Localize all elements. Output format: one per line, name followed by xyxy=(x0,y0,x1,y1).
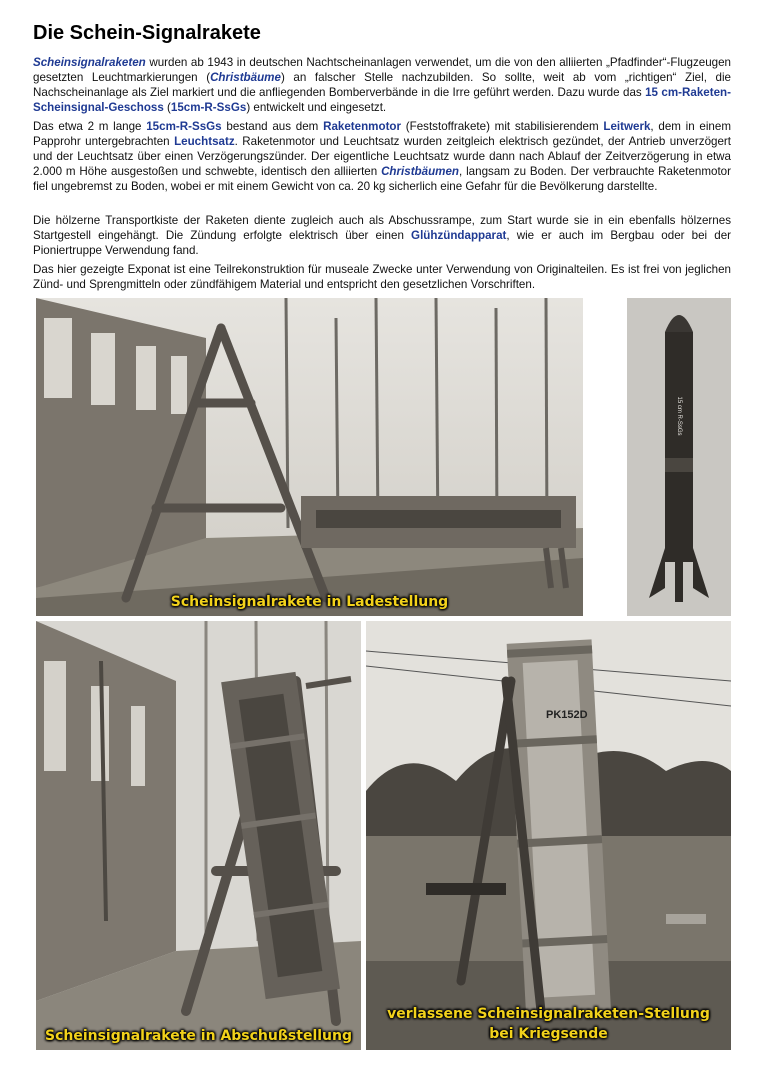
term-gluehzuendapparat: Glühzündapparat xyxy=(411,229,507,242)
rocket-marking: 15 cm R-SsGs xyxy=(676,396,682,436)
term-leitwerk: Leitwerk xyxy=(603,120,651,133)
caption-verlassen-line2: bei Kriegsende xyxy=(489,1026,608,1042)
term-ssgs: 15cm-R-SsGs xyxy=(146,120,222,133)
paragraph-transport: Die hölzerne Transportkiste der Raketen diente zugleich auch als Abschussrampe, zum Start wurde sie in ein ebenfalls hölzernes Startgestell eingehängt. Die Zündung erfolgte elektrisch über einen Glühzündapparat, wie er auch im Bergbau oder bei der Pioniertruppe Verwendung fand. xyxy=(33,214,731,257)
paragraph-exponat: Das hier gezeigte Exponat ist eine Teilrekonstruktion für museale Zwecke unter Verwendung von Originalteilen. Es ist frei von jeglichen Zünd- und Sprengmitteln oder zündfähigem Material und entspricht den gesetzlichen Vorschriften. xyxy=(33,263,731,291)
caption-verlassen-line1: verlassene Scheinsignalraketen-Stellung xyxy=(387,1006,710,1022)
crate-marking: PK152D xyxy=(546,709,588,721)
paragraph-intro: Scheinsignalraketen wurden ab 1943 in deutschen Nachtscheinanlagen verwendet, um die von den alliierten „Pfadfinder“-Flugzeugen gesetzten Leuchtmarkierungen (Christbäume) an falscher Stelle nachzubilden. So sollte, weit ab vom „richtigen“ Ziel, die Nachscheinanlage als Ziel markiert und die anfliegenden Bomberverbände in die Irre geführt werden. Dazu wurde das 15 cm-Raketen-Scheinsignal-Geschoss (15cm-R-SsGs) entwickelt und eingesetzt. xyxy=(33,56,732,114)
photo-abschuss xyxy=(36,621,361,1050)
caption-ladestellung: Scheinsignalrakete in Ladestellung xyxy=(170,594,449,610)
term-leuchtsatz: Leuchtsatz xyxy=(174,135,235,148)
term-geschoss: 15 cm-Raketen-Scheinsignal-Geschoss xyxy=(33,86,732,114)
rocket-illustration xyxy=(627,298,731,616)
term-christbaeumen: Christbäumen xyxy=(381,165,460,178)
term-scheinsignalraketen: Scheinsignalraketen xyxy=(33,56,146,69)
photo-rocket xyxy=(627,298,731,616)
term-ssgs: 15cm-R-SsGs xyxy=(170,101,247,114)
page-title: Die Schein-Signalrakete xyxy=(33,22,261,44)
abschuss-illustration xyxy=(36,621,361,1050)
caption-abschuss: Scheinsignalrakete in Abschußstellung xyxy=(44,1028,353,1044)
verlassen-illustration xyxy=(366,621,731,1050)
ladestellung-illustration xyxy=(36,298,583,616)
paragraph-construction: Das etwa 2 m lange 15cm-R-SsGs bestand aus dem Raketenmotor (Feststoffrakete) mit stabilisierendem Leitwerk, dem in einem Papprohr untergebrachten Leuchtsatz. Raketenmotor und Leuchtsatz wurden zeitgleich elektrisch gezündet, der Antrieb unverzögert und der Leuchtsatz über einen Verzögerungszünder. Der eigentliche Leuchtsatz wurde dann nach Ablauf der Zeitverzögerung in etwa 2.000 m Höhe ausgestoßen und schwebte, identisch den alliierten Christbäumen, langsam zu Boden. Der verbrauchte Raketenmotor fiel ungebremst zu Boden, wobei er mit einem Gewicht von ca. 20 kg sicherlich eine Gefahr für die Bevölkerung darstellte. xyxy=(33,120,732,193)
term-christbaeume: Christbäume xyxy=(210,71,281,84)
photo-verlassen xyxy=(366,621,731,1050)
photo-ladestellung xyxy=(36,298,583,616)
term-raketenmotor: Raketenmotor xyxy=(323,120,402,133)
